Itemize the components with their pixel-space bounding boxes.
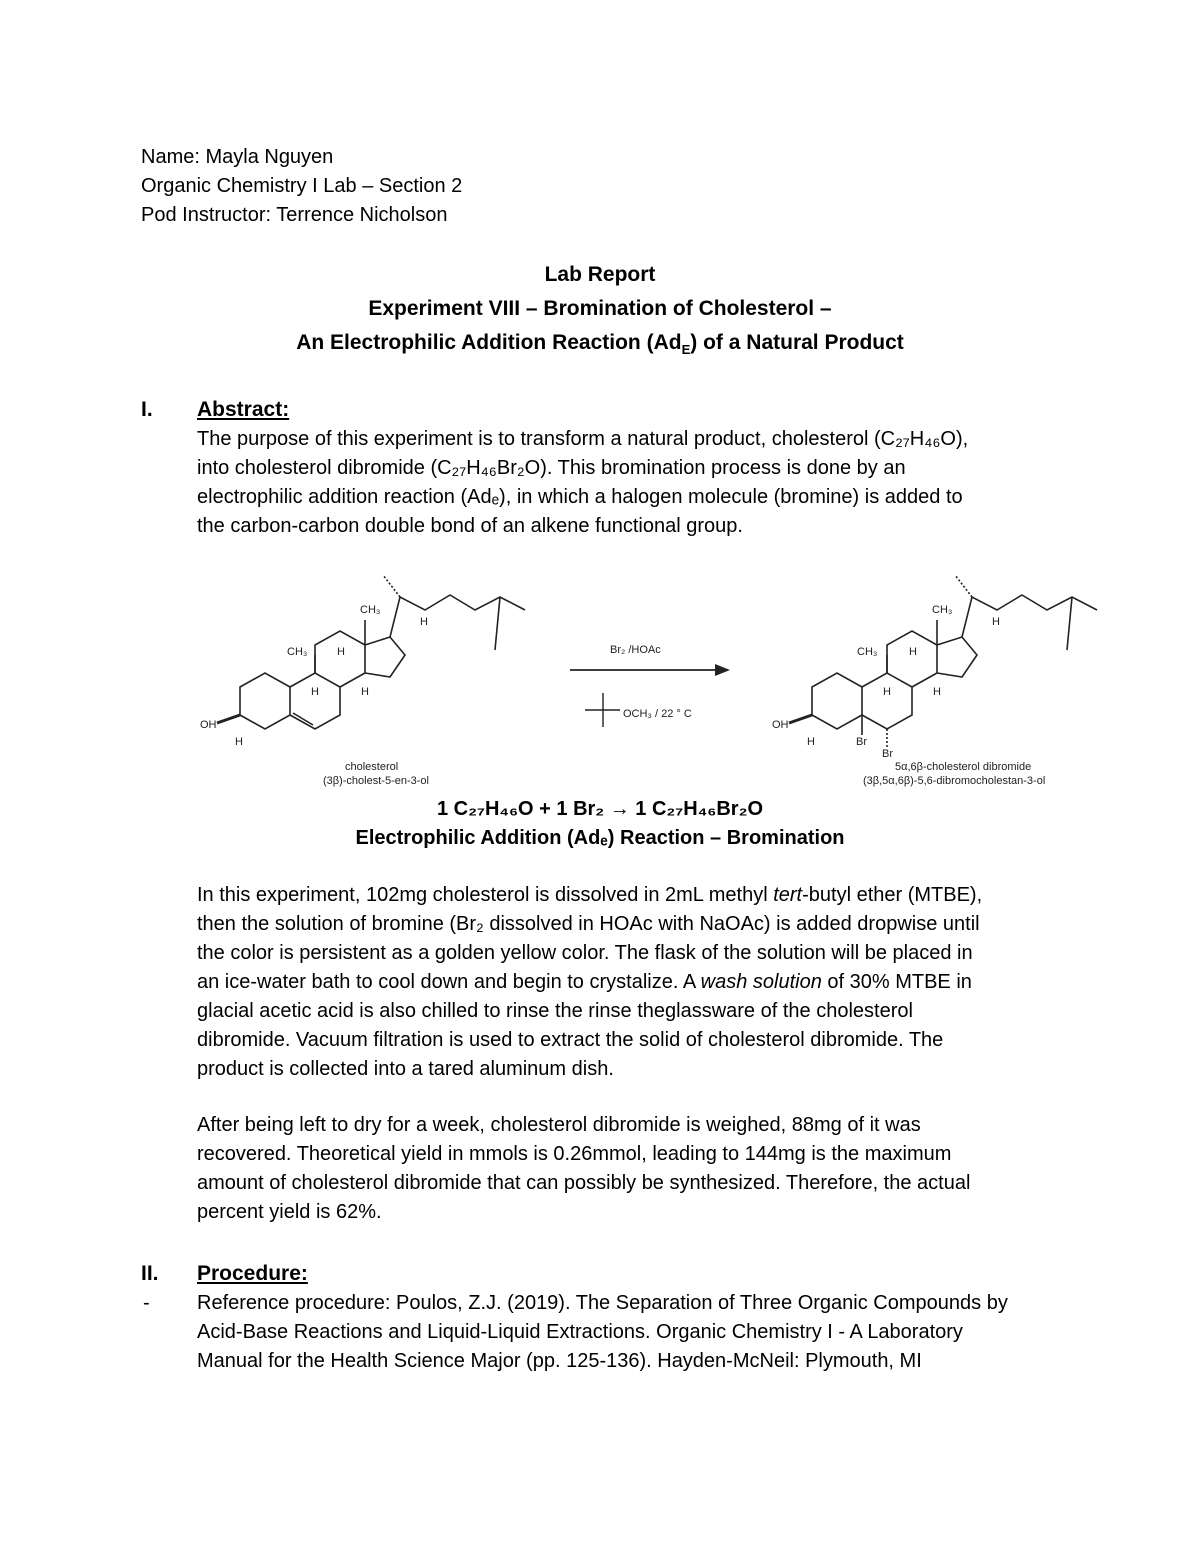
compound-name-right: 5α,6β-cholesterol dibromide: [895, 761, 1032, 773]
section-number-abstract: I.: [141, 398, 153, 421]
method-line: glacial acetic acid is also chilled to rinse the rinse theglassware of the cholesterol: [197, 1000, 913, 1022]
atom-label-h: H: [933, 686, 941, 698]
section-heading-procedure: Procedure:: [197, 1262, 308, 1285]
results-line: amount of cholesterol dibromide that can possibly be synthesized. Therefore, the actual: [197, 1172, 971, 1194]
atom-label-ch3: CH₃: [857, 646, 878, 658]
header-block: [141, 143, 462, 230]
method-line: dibromide. Vacuum filtration is used to extract the solid of cholesterol dibromide. The: [197, 1029, 944, 1051]
results-line: After being left to dry for a week, cholesterol dibromide is weighed, 88mg of it was: [197, 1114, 921, 1136]
dibromide-structure: [789, 575, 1097, 747]
atom-label-h: H: [992, 616, 1000, 628]
results-paragraph: [197, 1111, 1077, 1227]
atom-label-h: H: [361, 686, 369, 698]
reaction-scheme: [195, 565, 1115, 790]
method-paragraph: [197, 881, 1077, 1084]
reagent-label-bottom: OCH₃ / 22 ° C: [623, 708, 692, 720]
atom-label-br: Br: [882, 748, 893, 760]
compound-iupac-left: (3β)-cholest-5-en-3-ol: [323, 775, 429, 787]
reference-line: Manual for the Health Science Major (pp. 125-136). Hayden-McNeil: Plymouth, MI: [197, 1350, 922, 1372]
method-line: [197, 881, 1077, 910]
atom-label-h: H: [420, 616, 428, 628]
report-title: [0, 258, 1200, 360]
reaction-equation: [0, 795, 1200, 853]
abstract-paragraph: [197, 425, 1077, 541]
equation-caption: Electrophilic Addition (Adₑ) Reaction – Bromination: [355, 827, 845, 849]
course-line: Organic Chemistry I Lab – Section 2: [141, 175, 463, 197]
results-line: percent yield is 62%.: [197, 1201, 382, 1223]
list-bullet: -: [143, 1292, 150, 1314]
method-line-1-pre: In this experiment, 102mg cholesterol is dissolved in 2mL methyl: [197, 884, 774, 906]
section-heading-abstract: Abstract:: [197, 398, 290, 421]
atom-label-h: H: [337, 646, 345, 658]
title-line-3-sub: E: [681, 342, 691, 358]
atom-label-h: H: [883, 686, 891, 698]
atom-label-ch3: CH₃: [287, 646, 308, 658]
cholesterol-structure: [217, 575, 525, 729]
atom-label-ch3: CH₃: [932, 604, 953, 616]
atom-label-h: H: [807, 736, 815, 748]
abstract-line: electrophilic addition reaction (Adₑ), in which a halogen molecule (bromine) is added to: [197, 486, 963, 508]
instructor-line: Pod Instructor: Terrence Nicholson: [141, 204, 448, 226]
atom-label-h: H: [311, 686, 319, 698]
abstract-line: The purpose of this experiment is to transform a natural product, cholesterol (C₂₇H₄₆O),: [197, 428, 969, 450]
reagent-label-top: Br₂ /HOAc: [610, 644, 661, 656]
method-line-4-post: of 30% MTBE in: [821, 971, 972, 993]
method-line-1-post: -butyl ether (MTBE),: [802, 884, 983, 906]
method-line-4-italic: wash solution: [700, 971, 822, 993]
method-line: [197, 968, 1077, 997]
section-number-procedure: II.: [141, 1262, 159, 1285]
results-line: recovered. Theoretical yield in mmols is 0.26mmol, leading to 144mg is the maximum: [197, 1143, 952, 1165]
method-line-4-pre: an ice-water bath to cool down and begin to crystalize. A: [197, 971, 701, 993]
method-line: product is collected into a tared aluminum dish.: [197, 1058, 614, 1080]
title-line-3-pre: An Electrophilic Addition Reaction (Ad: [296, 331, 682, 354]
reference-line: Reference procedure: Poulos, Z.J. (2019). The Separation of Three Organic Compounds by: [197, 1292, 1008, 1314]
title-line-2: Experiment VIII – Bromination of Cholesterol –: [368, 297, 832, 320]
procedure-reference: [197, 1289, 1077, 1376]
abstract-line: the carbon-carbon double bond of an alkene functional group.: [197, 515, 743, 537]
reference-line: Acid-Base Reactions and Liquid-Liquid Extractions. Organic Chemistry I - A Laboratory: [197, 1321, 963, 1343]
atom-label-oh: OH: [772, 719, 789, 731]
compound-name-left: cholesterol: [345, 761, 399, 773]
title-line-1: Lab Report: [544, 263, 656, 286]
title-line-3-post: ) of a Natural Product: [690, 331, 904, 354]
method-line-1-italic: tert: [773, 884, 803, 906]
atom-label-oh: OH: [200, 719, 217, 731]
student-name: Name: Mayla Nguyen: [141, 146, 334, 168]
atom-label-h: H: [235, 736, 243, 748]
method-line: then the solution of bromine (Br₂ dissolved in HOAc with NaOAc) is added dropwise until: [197, 913, 980, 935]
compound-iupac-right: (3β,5α,6β)-5,6-dibromocholestan-3-ol: [863, 775, 1046, 787]
atom-label-br: Br: [856, 736, 867, 748]
equation-line: 1 C₂₇H₄₆O + 1 Br₂ → 1 C₂₇H₄₆Br₂O: [436, 798, 764, 820]
title-line-3: [0, 326, 1200, 360]
method-line: the color is persistent as a golden yellow color. The flask of the solution will be placed in: [197, 942, 973, 964]
abstract-line: into cholesterol dibromide (C₂₇H₄₆Br₂O). This bromination process is done by an: [197, 457, 906, 479]
atom-label-ch3: CH₃: [360, 604, 381, 616]
atom-label-h: H: [909, 646, 917, 658]
